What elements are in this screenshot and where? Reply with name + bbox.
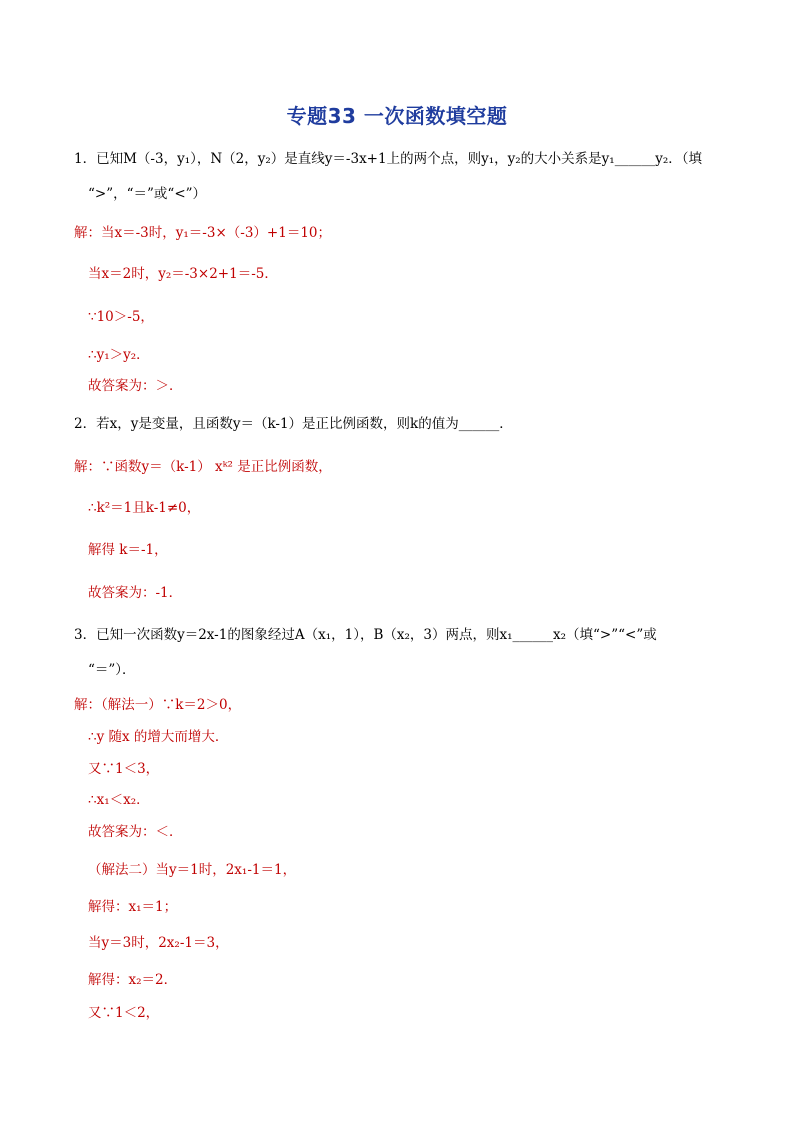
- problem-2-solution-line-1: 解：∵函数y＝（k-1） xᵏ² 是正比例函数，: [74, 459, 332, 475]
- problem-3-solution-line-9: 解得：x₂＝2．: [88, 972, 178, 988]
- problem-2-question-line-1: 2．若x，y是变量，且函数y＝（k-1）是正比例函数，则k的值为______．: [74, 416, 513, 432]
- problem-3-question-line-1: 3．已知一次函数y＝2x-1的图象经过A（x₁，1），B（x₂，3）两点，则x₁______x₂（填“>”“<”或: [74, 627, 657, 643]
- problem-1-solution-line-4: ∴y₁＞y₂．: [88, 347, 150, 363]
- problem-3-solution-line-3: 又∵1＜3，: [88, 761, 160, 777]
- problem-3-solution-line-2: ∴y 随x 的增大而增大．: [88, 729, 229, 745]
- problem-3-solution-line-1: 解：（解法一）∵k＝2＞0，: [74, 697, 242, 713]
- problem-3-solution-line-8: 当y＝3时，2x₂-1＝3，: [88, 935, 229, 951]
- problem-2-solution-line-4: 故答案为：-1．: [88, 585, 183, 601]
- problem-2-solution-line-3: 解得 k＝-1，: [88, 542, 168, 558]
- problem-3-question-line-2: “＝”）．: [88, 662, 136, 678]
- problem-2-solution-line-2: ∴k²＝1且k-1≠0，: [88, 500, 201, 516]
- problem-1-solution-line-3: ∵10＞-5，: [88, 309, 154, 325]
- problem-3-solution-line-10: 又∵1＜2，: [88, 1005, 160, 1021]
- problem-3-solution-line-7: 解得：x₁＝1；: [88, 899, 178, 915]
- problem-1-solution-line-1: 解：当x＝-3时，y₁＝-3×（-3）+1＝10；: [74, 225, 331, 241]
- problem-1-solution-line-5: 故答案为：＞．: [88, 378, 183, 394]
- problem-1-question-line-2: “>”，“＝”或“<”）: [88, 186, 207, 202]
- problem-1-question-line-1: 1．已知M（-3，y₁），N（2，y₂）是直线y＝-3x+1上的两个点，则y₁，y₂的大小关系是y₁______y₂．（填: [74, 151, 702, 167]
- page-title: 专题33 一次函数填空题: [286, 104, 508, 128]
- problem-3-solution-line-4: ∴x₁＜x₂．: [88, 792, 150, 808]
- problem-3-solution-line-5: 故答案为：＜．: [88, 824, 183, 840]
- problem-3-solution-line-6: （解法二）当y＝1时，2x₁-1＝1，: [88, 862, 297, 878]
- problem-1-solution-line-2: 当x＝2时，y₂＝-3×2+1＝-5．: [88, 266, 278, 282]
